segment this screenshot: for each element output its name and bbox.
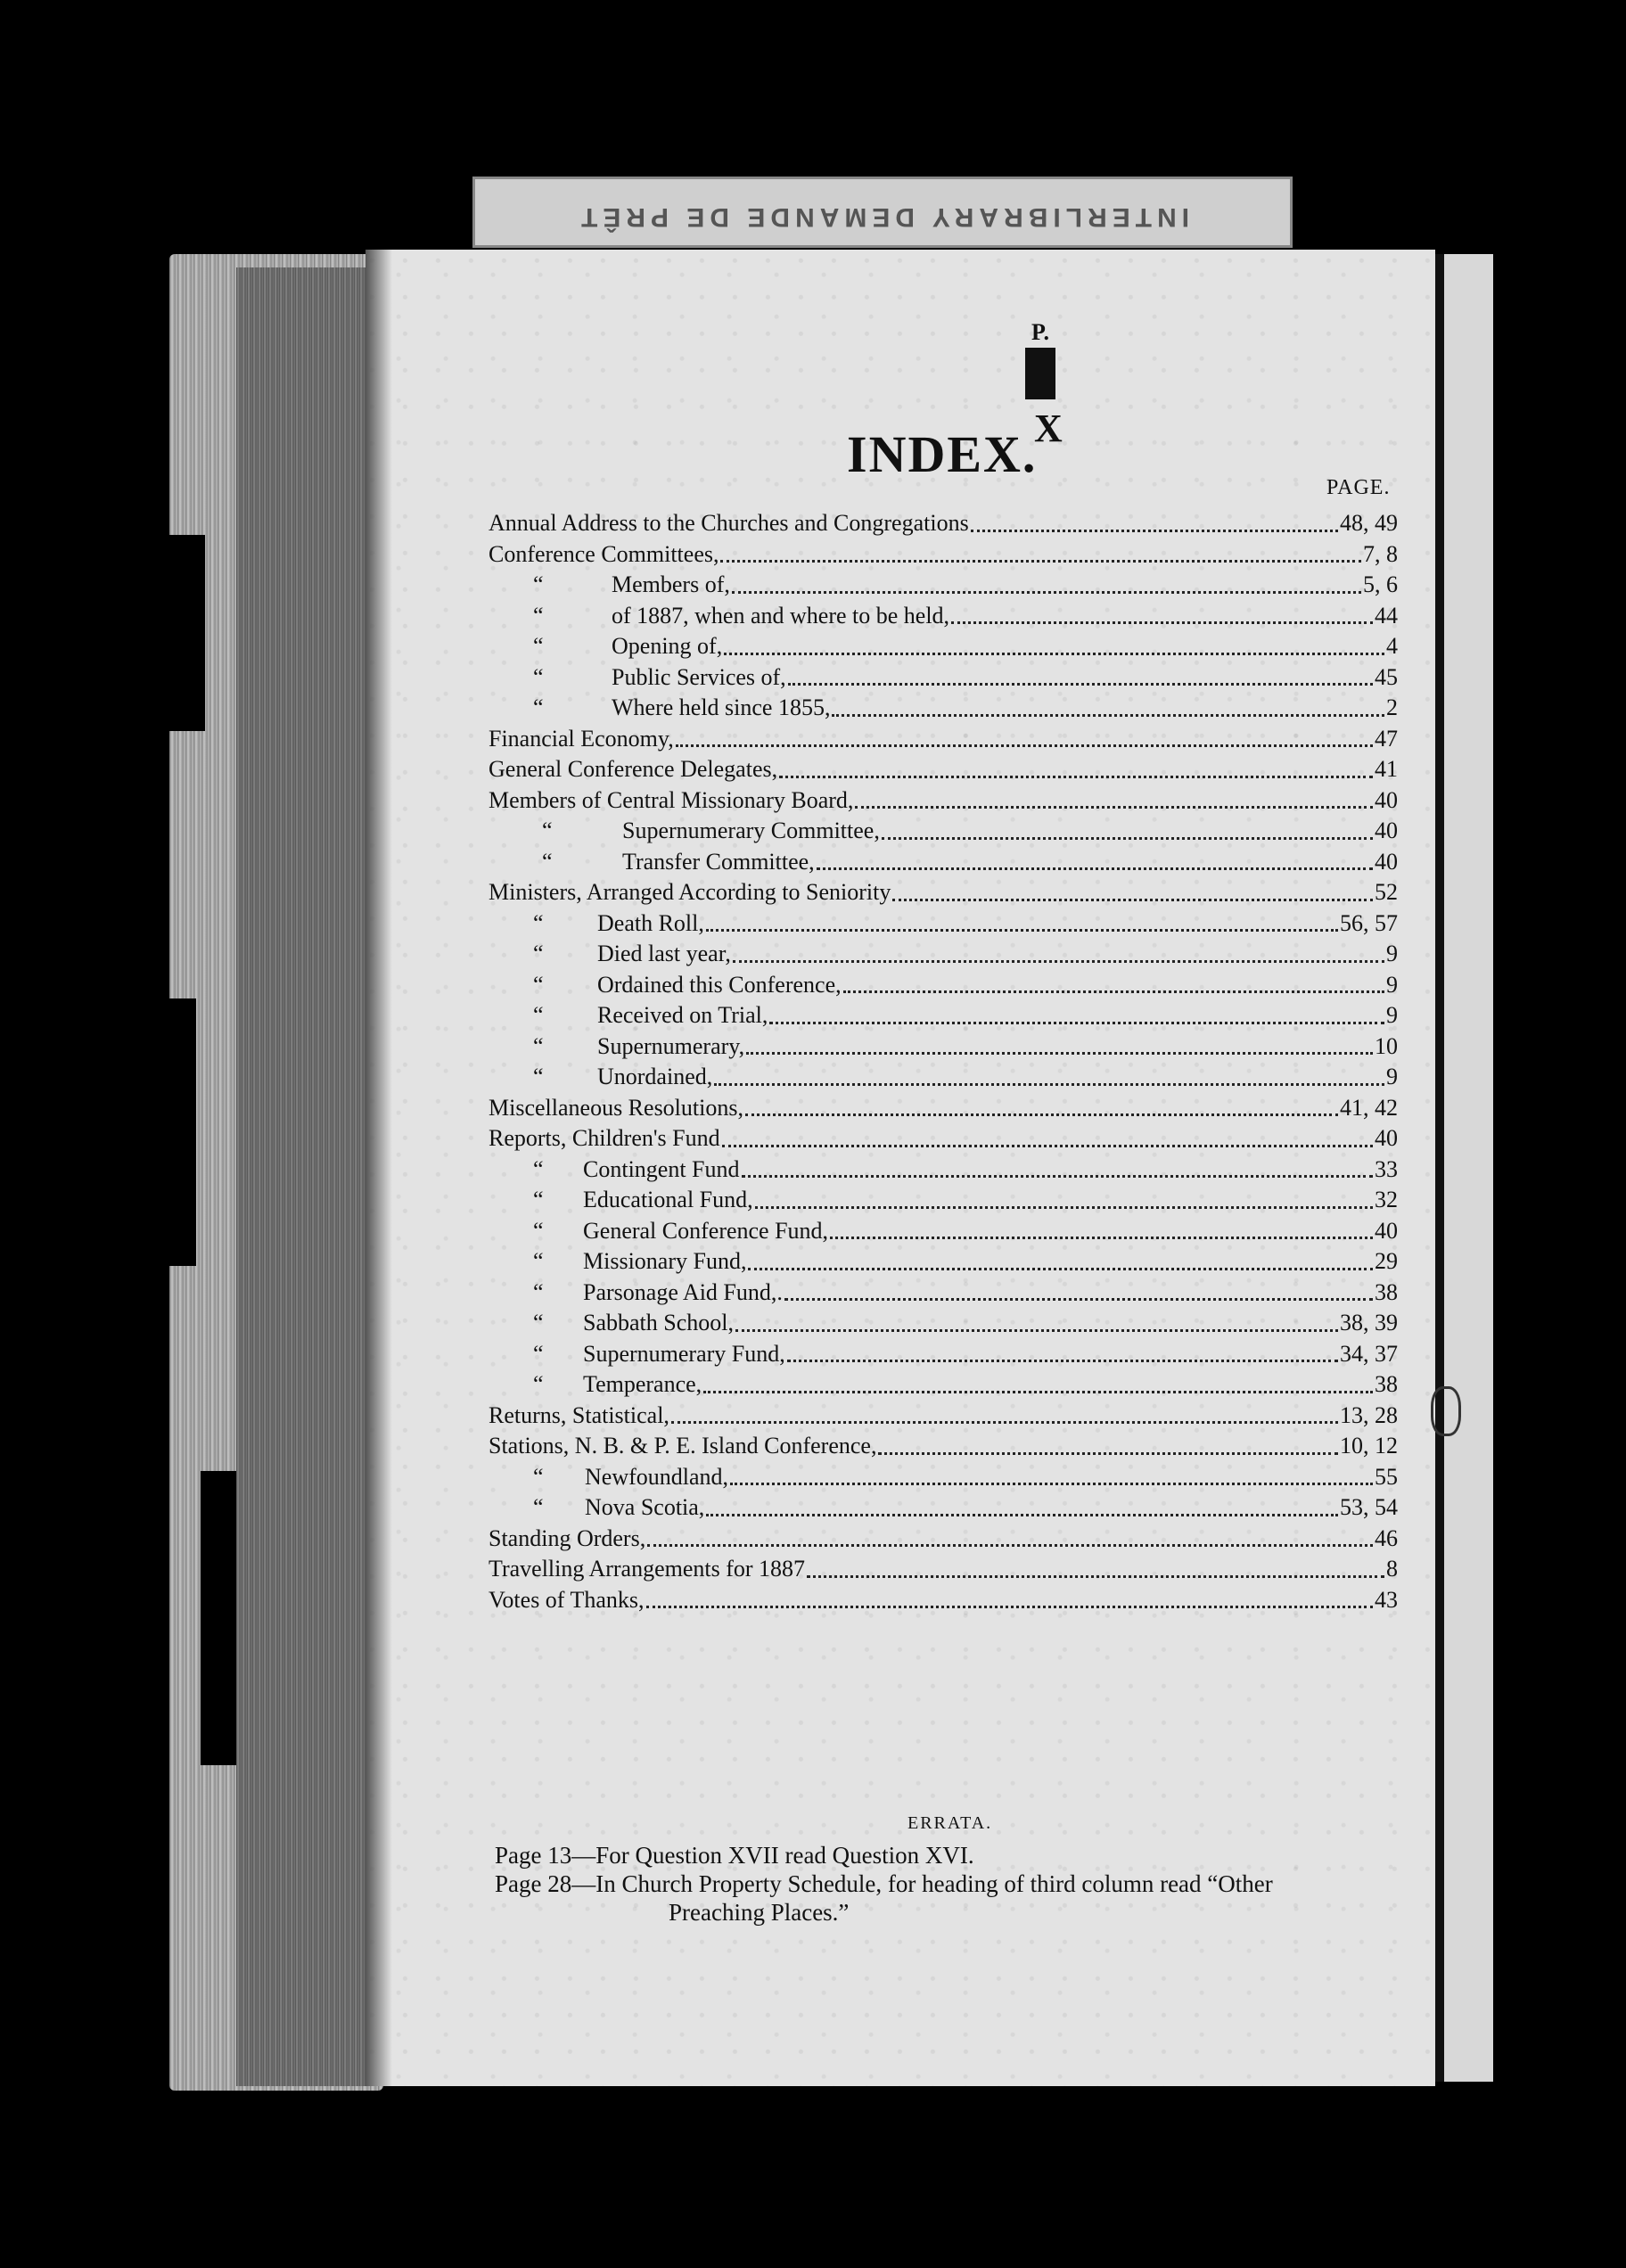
dot-leader (971, 530, 1338, 532)
index-entry-text: Travelling Arrangements for 1887 (489, 1556, 806, 1582)
index-entry-text: Educational Fund, (583, 1187, 753, 1212)
dot-leader (807, 1575, 1384, 1578)
torn-edge (201, 1471, 236, 1765)
dot-leader (787, 1360, 1338, 1362)
index-entry-text: Stations, N. B. & P. E. Island Conference, (489, 1433, 877, 1459)
index-entry (489, 1218, 1398, 1249)
index-entry (489, 1095, 1398, 1126)
ditto-mark: “ (533, 1032, 544, 1059)
index-entry-text: Miscellaneous Resolutions, (489, 1094, 743, 1121)
index-entry-lead (489, 1556, 805, 1582)
index-entry-pages: 53, 54 (1340, 1494, 1398, 1520)
index-entry-text: Public Services of, (612, 663, 786, 690)
dot-leader (769, 1022, 1384, 1024)
index-entry-text: Newfoundland, (585, 1463, 729, 1490)
index-entry (489, 1248, 1398, 1279)
dot-leader (779, 776, 1373, 778)
index-entry-lead (489, 1218, 828, 1245)
index-entry-text: Members of Central Missionary Board, (489, 786, 854, 813)
index-entry-text: Death Roll, (597, 909, 704, 936)
index-entry-pages: 9 (1386, 1064, 1398, 1089)
index-entry-pages: 44 (1375, 602, 1398, 629)
index-entry-lead (489, 510, 969, 537)
dot-leader (748, 1268, 1373, 1270)
dot-leader (735, 1329, 1338, 1332)
ditto-mark: “ (533, 971, 544, 998)
index-entry (489, 787, 1398, 818)
dot-leader (706, 1514, 1338, 1516)
index-entry (489, 849, 1398, 880)
index-entry-text: Supernumerary Committee, (622, 818, 880, 843)
index-entry-text: Sabbath School, (583, 1310, 734, 1335)
index-entry-lead (489, 972, 842, 998)
dot-leader (706, 929, 1338, 932)
index-entry (489, 1341, 1398, 1372)
dot-leader (855, 806, 1373, 809)
index-entry-pages: 47 (1375, 725, 1398, 752)
dot-leader (647, 1544, 1373, 1547)
library-slip-text: INTERLIBRARY DEMANDE DE PRÊT (575, 202, 1190, 232)
index-entry-pages: 40 (1375, 848, 1398, 875)
index-entry-text: Ministers, Arranged According to Seniority (489, 879, 891, 905)
index-entry-lead (489, 1279, 783, 1306)
dot-leader (676, 744, 1373, 747)
index-entry-lead (489, 571, 730, 598)
index-entry-pages: 41 (1375, 756, 1398, 782)
dot-leader (843, 990, 1384, 993)
index-entry-pages: 41, 42 (1340, 1094, 1398, 1121)
index-entry (489, 541, 1398, 572)
index-entry-text: Votes of Thanks, (489, 1586, 645, 1613)
index-entry-text: Conference Committees, (489, 540, 719, 567)
index-entry-text: Ordained this Conference, (597, 971, 842, 998)
page-column-label: PAGE. (1326, 476, 1391, 499)
index-entry-pages: 13, 28 (1340, 1401, 1398, 1428)
index-entry (489, 694, 1398, 726)
index-entry-lead (489, 664, 786, 691)
dot-leader (755, 1206, 1373, 1209)
ditto-mark: “ (533, 1187, 544, 1212)
index-entry-lead (489, 726, 674, 752)
errata-line: Preaching Places.” (669, 1899, 850, 1926)
index-entry (489, 1433, 1398, 1464)
index-entry (489, 726, 1398, 757)
index-entry-lead (489, 1125, 720, 1152)
index-entry-pages: 4 (1386, 633, 1398, 659)
index-entry (489, 1279, 1398, 1311)
index-entry-pages: 38, 39 (1340, 1310, 1398, 1335)
dot-leader (892, 899, 1373, 901)
dot-leader (832, 714, 1384, 717)
index-entry (489, 1494, 1398, 1525)
errata-line: Page 28—In Church Property Schedule, for heading of third column read “Other (495, 1870, 1273, 1897)
index-entry (489, 1002, 1398, 1033)
index-entry-lead (489, 879, 891, 906)
ditto-mark: “ (533, 1217, 544, 1244)
dot-leader (714, 1083, 1384, 1086)
index-entry-lead (489, 849, 815, 875)
index-entry (489, 756, 1398, 787)
index-entry-text: Received on Trial, (597, 1002, 768, 1028)
dot-leader (746, 1052, 1373, 1055)
index-entry-text: of 1887, when and where to be held, (612, 602, 950, 629)
page-title: INDEX. (847, 425, 1038, 483)
index-entry-pages: 5, 6 (1363, 571, 1398, 597)
index-entry-pages: 10 (1375, 1032, 1398, 1059)
index-entry-pages: 9 (1386, 971, 1398, 998)
index-entry-lead (489, 1525, 645, 1552)
index-entry (489, 1587, 1398, 1618)
index-entry-pages: 56, 57 (1340, 909, 1398, 936)
dot-leader (720, 560, 1361, 563)
index-entry-text: Died last year, (597, 941, 731, 966)
index-entry (489, 1556, 1398, 1587)
index-entry (489, 1525, 1398, 1557)
index-entry-text: General Conference Delegates, (489, 756, 778, 782)
index-entry-text: Unordained, (597, 1064, 713, 1089)
index-list (489, 510, 1398, 1617)
index-entry-pages: 9 (1386, 941, 1398, 966)
index-entry-pages: 33 (1375, 1155, 1398, 1182)
index-entry-text: Where held since 1855, (612, 694, 831, 720)
index-entry (489, 633, 1398, 664)
index-entry-lead (489, 1248, 746, 1275)
index-entry (489, 1033, 1398, 1064)
index-entry-lead (489, 1494, 704, 1521)
index-entry-text: Financial Economy, (489, 725, 674, 752)
index-entry-lead (489, 941, 731, 967)
index-entry-pages: 38 (1375, 1371, 1398, 1397)
index-entry-text: Nova Scotia, (585, 1494, 705, 1520)
index-entry-lead (489, 1002, 768, 1029)
index-entry-text: General Conference Fund, (583, 1217, 829, 1244)
stamp-x: X (1034, 407, 1063, 450)
dot-leader (722, 1145, 1373, 1147)
ditto-mark: “ (533, 633, 544, 659)
index-entry (489, 1064, 1398, 1095)
index-entry-pages: 10, 12 (1340, 1433, 1398, 1459)
ditto-mark: “ (533, 571, 544, 597)
index-entry-text: Standing Orders, (489, 1524, 646, 1551)
index-entry (489, 1156, 1398, 1187)
index-entry-lead (489, 1464, 728, 1491)
ditto-mark: “ (533, 1278, 544, 1305)
ditto-mark: “ (533, 1494, 544, 1520)
page-right-edge (1435, 254, 1493, 2082)
index-entry-lead (489, 1341, 785, 1368)
index-entry-pages: 48, 49 (1340, 510, 1398, 536)
index-entry-lead (489, 818, 880, 844)
stamp-bar (1025, 348, 1055, 399)
ditto-mark: “ (533, 1371, 544, 1397)
page-clip-mark (1431, 1386, 1461, 1436)
index-entry-pages: 46 (1375, 1524, 1398, 1551)
ditto-mark: “ (533, 602, 544, 629)
ditto-mark: “ (533, 663, 544, 690)
dot-leader (671, 1421, 1338, 1424)
index-entry-lead (489, 603, 949, 629)
dot-leader (703, 1391, 1373, 1393)
index-entry-pages: 43 (1375, 1586, 1398, 1613)
book-page-edges-shadow (236, 267, 370, 2086)
index-entry-text: Missionary Fund, (583, 1248, 747, 1274)
index-entry-lead (489, 1371, 702, 1398)
index-entry-pages: 45 (1375, 663, 1398, 690)
index-entry (489, 879, 1398, 910)
index-entry-pages: 55 (1375, 1463, 1398, 1490)
index-entry (489, 1310, 1398, 1341)
ditto-mark: “ (533, 1248, 544, 1274)
index-entry-pages: 9 (1386, 1002, 1398, 1028)
errata-heading: ERRATA. (907, 1813, 993, 1833)
index-entry-pages: 34, 37 (1340, 1340, 1398, 1367)
index-entry (489, 510, 1398, 541)
ditto-mark: “ (533, 1310, 544, 1335)
index-entry-lead (489, 1402, 669, 1429)
dot-leader (732, 591, 1361, 594)
dot-leader (784, 1298, 1373, 1301)
index-entry-pages: 2 (1386, 694, 1398, 720)
ditto-mark: “ (533, 1002, 544, 1028)
index-entry-pages: 40 (1375, 1217, 1398, 1244)
index-entry (489, 571, 1398, 603)
ditto-mark: “ (533, 909, 544, 936)
ditto-mark: “ (533, 694, 544, 720)
ditto-mark: “ (533, 1064, 544, 1089)
index-entry-pages: 40 (1375, 786, 1398, 813)
dot-leader (745, 1113, 1338, 1116)
index-entry-text: Temperance, (583, 1371, 702, 1397)
index-entry-pages: 32 (1375, 1187, 1398, 1212)
ditto-mark: “ (542, 848, 553, 875)
dot-leader (788, 683, 1373, 686)
dot-leader (951, 621, 1373, 624)
index-entry-text: Supernumerary Fund, (583, 1340, 785, 1367)
index-entry (489, 1125, 1398, 1156)
index-entry-text: Annual Address to the Churches and Congregations (489, 510, 969, 536)
index-entry-pages: 29 (1375, 1248, 1398, 1274)
index-entry-pages: 8 (1386, 1556, 1398, 1582)
torn-edge (169, 535, 205, 731)
index-entry-text: Transfer Committee, (622, 848, 815, 875)
ditto-mark: “ (533, 1340, 544, 1367)
index-entry (489, 664, 1398, 695)
index-entry (489, 910, 1398, 941)
index-entry-text: Supernumerary, (597, 1032, 745, 1059)
index-entry-lead (489, 541, 719, 568)
index-entry-lead (489, 1064, 712, 1090)
ditto-mark: “ (533, 1463, 544, 1490)
index-entry-lead (489, 1433, 876, 1459)
index-entry-lead (489, 1033, 744, 1060)
index-entry (489, 603, 1398, 634)
index-entry (489, 1187, 1398, 1218)
index-entry-pages: 38 (1375, 1278, 1398, 1305)
dot-leader (817, 867, 1373, 870)
index-entry (489, 941, 1398, 972)
errata-block (495, 1842, 1440, 1927)
index-entry (489, 1402, 1398, 1434)
index-entry (489, 1464, 1398, 1495)
index-entry-lead (489, 633, 722, 660)
index-entry (489, 818, 1398, 849)
ditto-mark: “ (542, 818, 553, 843)
index-entry-lead (489, 787, 853, 814)
torn-edge (169, 998, 196, 1266)
stamp-p: P. (1031, 319, 1049, 345)
index-entry-lead (489, 1587, 645, 1614)
dot-leader (830, 1237, 1373, 1239)
index-entry-lead (489, 694, 830, 721)
index-entry-text: Contingent Fund (583, 1155, 740, 1182)
dot-leader (733, 960, 1384, 963)
index-entry (489, 1371, 1398, 1402)
index-entry-text: Opening of, (612, 633, 723, 659)
dot-leader (878, 1452, 1338, 1455)
index-entry-text: Reports, Children's Fund (489, 1125, 720, 1151)
index-entry-lead (489, 1095, 743, 1122)
ditto-mark: “ (533, 1155, 544, 1182)
index-entry-pages: 52 (1375, 879, 1398, 905)
index-entry (489, 972, 1398, 1003)
index-entry-lead (489, 1310, 734, 1336)
index-entry-lead (489, 910, 704, 937)
dot-leader (730, 1483, 1373, 1485)
ditto-mark: “ (533, 941, 544, 966)
index-entry-text: Returns, Statistical, (489, 1401, 669, 1428)
page-gutter-shadow (365, 250, 392, 2086)
index-entry-text: Members of, (612, 571, 730, 597)
dot-leader (882, 837, 1373, 840)
index-entry-pages: 40 (1375, 1125, 1398, 1151)
errata-line: Page 13—For Question XVII read Question XVI. (495, 1842, 974, 1869)
dot-leader (724, 653, 1384, 655)
dot-leader (742, 1175, 1373, 1178)
index-entry-text: Parsonage Aid Fund,. (583, 1278, 783, 1305)
index-entry-pages: 7, 8 (1363, 540, 1398, 567)
index-entry-lead (489, 1187, 753, 1213)
index-entry-lead (489, 1156, 740, 1183)
dot-leader (646, 1606, 1373, 1608)
index-entry-lead (489, 756, 777, 783)
index-entry-pages: 40 (1375, 818, 1398, 843)
